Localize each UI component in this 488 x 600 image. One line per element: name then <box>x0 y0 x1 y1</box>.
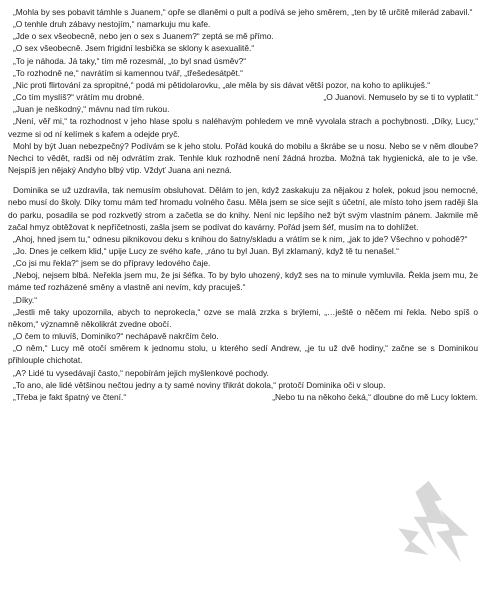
paragraph: „Není, věř mi,“ ta rozhodnost v jeho hlase spolu s naléhavým pohledem ve mně vyvolala strach a pochybnosti. „Díky, Lucy,“ vezme si od ní kelímek s kafem a odejde pryč. <box>8 116 478 139</box>
paragraph: „Díky.“ <box>13 294 38 305</box>
paragraph: „O tenhle druh zábavy nestojím,“ namarkuju mu kafe. <box>13 19 211 30</box>
watermark-logo-icon <box>385 475 480 570</box>
paragraph: „Jde o sex všeobecně, nebo jen o sex s Juanem?“ zeptá se mě přímo. <box>13 31 274 42</box>
section-gap <box>8 176 478 184</box>
split-line-left: „Co tím myslíš?“ vrátím mu drobné. <box>13 92 145 103</box>
split-line <box>8 391 478 403</box>
paragraph: „Jestli mě taky upozornila, abych to neprokecla,“ ozve se malá zrzka s brýlemi, „…ještě o něčem mi řekla. Nebo spíš o někom,“ významně několikrát zvedne obočí. <box>8 306 478 329</box>
paragraph: „Mohla by ses pobavit támhle s Juanem,“ opře se dlaněmi o pult a podívá se jeho směrem, „ten by tě určitě milerád zabavil.“ <box>13 7 473 17</box>
document-page <box>8 6 478 403</box>
paragraph: „Nic proti flirtování za spropitné,“ podá mi pětidolarovku, „ale měla by sis dávat větší pozor, na koho to aplikuješ.“ <box>13 79 431 90</box>
paragraph: „Co jsi mu řekla?“ jsem se do přípravy ledového čaje. <box>13 258 211 269</box>
paragraph: Mohl by být Juan nebezpečný? Podívám se k jeho stolu. Pořád kouká do mobilu a škrábe se u nosu. Nebo se v něm dloube? Nechci to vědět, radši od něj odvrátím zrak. Tenhle kluk rozhodně není žádná hrozba. Možná tak hygienická, ale to je vše. Nejspíš jen nějaký Andyho blbý vtip. Vždyť Juana ani nezná. <box>8 140 478 176</box>
paragraph: „Jo. Dnes je celkem klid,“ upije Lucy ze svého kafe, „ráno tu byl Juan. Byl zklamaný, když tě tu nenašel.“ <box>13 245 399 256</box>
paragraph: „O něm,“ Lucy mě otočí směrem k jednomu stolu, u kterého sedí Andrew, „je tu už dvě hodiny,“ začne se s Dominikou přihlouple chichotat. <box>8 343 478 366</box>
paragraph: „O čem to mluvíš, Dominiko?“ nechápavě nakrčím čelo. <box>13 331 219 342</box>
paragraph: „To je náhoda. Já taky,“ tím mě rozesmál, „to byl snad úsměv?“ <box>13 55 247 66</box>
paragraph: „To ano, ale lidé většinou nečtou jedny a ty samé noviny třikrát dokola,“ protočí Dominika oči v sloup. <box>13 379 386 390</box>
split-line <box>8 91 478 103</box>
paragraph: „A? Lidé tu vysedávají často,“ nepobírám jejich myšlenkové pochody. <box>13 367 269 378</box>
paragraph: Dominika se už uzdravila, tak nemusím obsluhovat. Dělám to jen, když zaskakuju za nějakou z holek, pokud jsou nemocné, nebo musí do školy. Díky tomu mám teď hromadu volného času. Měla jsem se sice sejít s účetní, ale místo toho jsem raději šla do parku, posadila se pod rozkvetlý strom a začetla se do knihy. Není nic lepšího než být svým vlastním pánem. Jakmile mě začal hmyz obtěžovat k nepříčetnosti, zašla jsem se podívat do kavárny. Pořád jsem šéf, musím na to dohlížet. <box>8 185 479 232</box>
split-line-left: „Třeba je fakt špatný ve čtení.“ <box>13 391 127 402</box>
paragraph: „Neboj, nejsem blbá. Neřekla jsem mu, že jsi šéfka. To by bylo uhozený, když ses na to minule vymluvila. Řekla jsem mu, že máme teď rozházené směny a vlastně ani nevím, kdy pracuješ.“ <box>8 270 478 293</box>
split-line-right: „O Juanovi. Nemuselo by se ti to vyplatit.“ <box>323 92 478 103</box>
paragraph: „Juan je neškodný,“ mávnu nad tím rukou. <box>13 104 170 115</box>
paragraph: „Ahoj, hned jsem tu,“ odnesu piknikovou deku s knihou do šatny/skladu a vrátím se k nim, „jak to jde? Všechno v pohodě?“ <box>13 233 468 244</box>
paragraph: „To rozhodně ne,“ navrátím si kamennou tvář, „třešedesátpět.“ <box>13 67 243 78</box>
paragraph: „O sex všeobecně. Jsem frigidní lesbička se sklony k asexualitě.“ <box>13 43 255 54</box>
split-line-right: „Nebo tu na někoho čeká,“ dloubne do mě Lucy loktem. <box>272 391 478 402</box>
